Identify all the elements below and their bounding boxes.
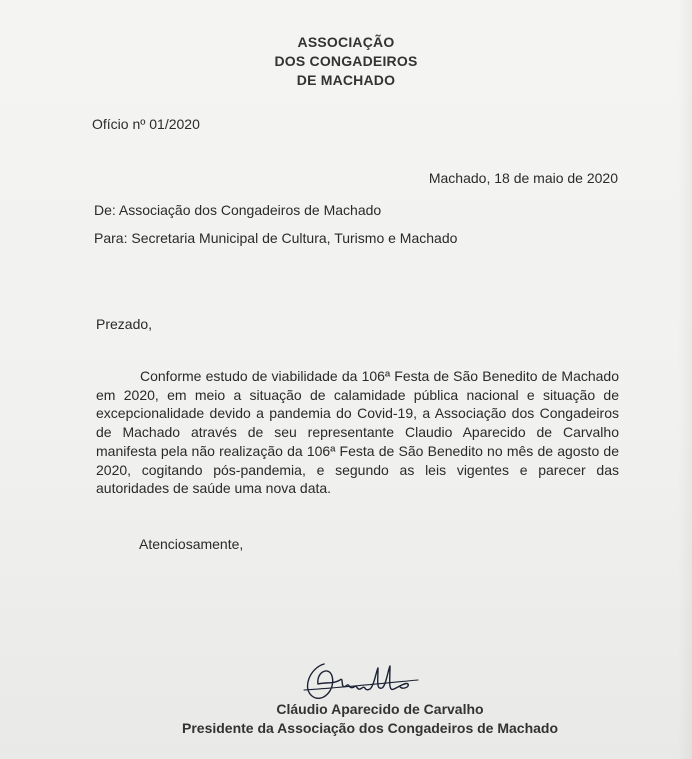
letterhead-line-1: ASSOCIAÇÃO: [297, 34, 395, 50]
body-paragraph: Conforme estudo de viabilidade da 106ª Festa de São Benedito de Machado em 2020, em meio a situação de calamidade pública nacional e situação de excepcionalidade devido a pandemia do Covid-19, a Associação dos Congadeiros de Machado através de seu representante Claudio Aparecido de Carvalho manifesta pela não realização da 106ª Festa de São Benedito no mês de agosto de 2020, cogitando pós-pandemia, e segundo as leis vigentes e parecer das autoridades de saúde uma nova data.: [96, 368, 619, 497]
letterhead-line-2: DOS CONGADEIROS: [274, 53, 418, 69]
to-line: Para: Secretaria Municipal de Cultura, Turismo e Machado: [94, 230, 458, 246]
signatory-title: Presidente da Associação dos Congadeiros de Machado: [182, 720, 559, 736]
from-line: De: Associação dos Congadeiros de Machado: [94, 202, 382, 218]
letterhead-line-3: DE MACHADO: [296, 72, 396, 88]
signatory-name: Cláudio Aparecido de Carvalho: [276, 701, 484, 717]
letterhead: [0, 33, 692, 90]
closing: Atenciosamente,: [139, 536, 244, 552]
date-line: Machado, 18 de maio de 2020: [428, 170, 618, 186]
greeting: Prezado,: [96, 316, 153, 332]
reference-number: Ofício nº 01/2020: [92, 116, 200, 132]
page-edge-shadow: [678, 0, 692, 759]
